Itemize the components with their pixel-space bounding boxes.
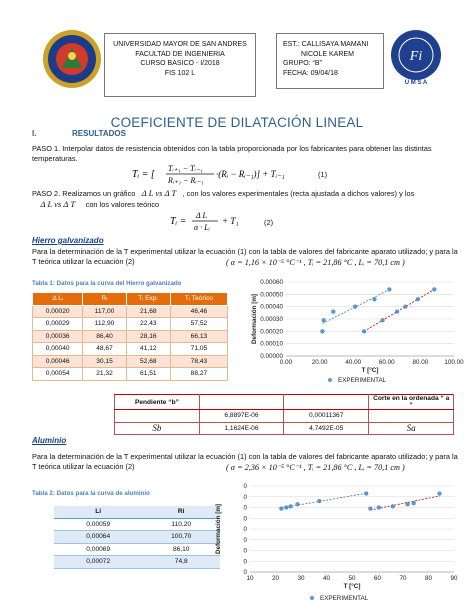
x-tick-label: 40.00 (345, 359, 362, 366)
table-cell: 52,68 (126, 355, 170, 368)
date-line: FECHA: 09/04/18 (283, 69, 338, 77)
right-logo (390, 28, 442, 90)
x-tick-label: 80 (424, 575, 433, 582)
data-point (381, 318, 385, 322)
y-tick-label: 0.00060 (260, 279, 283, 286)
results-table (114, 394, 454, 435)
table-cell: 0,00020 (33, 305, 83, 318)
table-cell: 21,32 (83, 368, 126, 381)
x-tick-label: 0.00 (279, 359, 293, 366)
chart-aluminio (215, 478, 460, 608)
intercept-header: Corte en la ordenada “ a ” (369, 395, 454, 410)
table-row (33, 368, 228, 381)
paso2-line (32, 188, 462, 199)
table-row (54, 518, 220, 531)
legend-marker (328, 378, 332, 382)
table-cell: 61,51 (126, 368, 170, 381)
equation-1-number: (1) (318, 170, 328, 179)
y-tick-label: 0 (243, 483, 247, 490)
legend-label: EXPERIMENTAL (320, 595, 369, 602)
data-point (353, 305, 357, 309)
section-label: RESULTADOS (72, 129, 126, 138)
trendline (364, 289, 434, 331)
results-header-row (115, 395, 454, 410)
col-header-tteo: Tᵢ Teórico (170, 293, 227, 306)
y-axis-title: Deformación [m] (251, 293, 258, 345)
y-tick-label: 0.00010 (260, 340, 283, 348)
data-point (321, 329, 325, 333)
equation-1 (132, 162, 312, 186)
y-tick-label: 0 (243, 526, 247, 533)
table-cell: 57,52 (170, 318, 227, 331)
hierro-params: ( α = 1,16 × 10⁻⁵ °C⁻¹ , Tᵢ = 21,86 °C , Lᵢ = 70,1 cm ) (226, 258, 405, 267)
hierro-table (32, 292, 228, 381)
y-tick-label: 0 (243, 569, 247, 576)
table-cell: 46,46 (170, 305, 227, 318)
data-point (331, 310, 335, 314)
group-line: GRUPO: “B” (283, 60, 322, 67)
table-header-row (54, 506, 220, 518)
table-cell: 117,00 (83, 305, 126, 318)
x-tick-label: 100.00 (444, 359, 464, 366)
data-point (296, 502, 300, 506)
data-point (377, 506, 381, 510)
table-cell: 0,00040 (33, 343, 83, 356)
y-tick-label: 0 (243, 558, 247, 566)
student-name-2: NICOLE KAREM (301, 50, 354, 58)
results-cell: 0,00011367 (284, 410, 369, 423)
data-point (391, 505, 395, 509)
table-cell: 0,00036 (33, 330, 83, 343)
table-cell: 78,43 (170, 355, 227, 368)
legend-marker (310, 596, 314, 600)
x-tick-label: 60 (373, 575, 382, 582)
x-tick-label: 20.00 (311, 359, 328, 366)
table-cell: 100,70 (142, 531, 220, 544)
x-axis-title: T [°C] (361, 367, 379, 374)
university-box (104, 33, 256, 97)
equation-2-number: (2) (264, 218, 274, 227)
hierro-heading: Hierro galvanizado (32, 236, 104, 245)
data-point (432, 288, 436, 292)
paso2-graph-symbol-2: Δ L vs Δ T (32, 199, 84, 209)
data-point (317, 499, 321, 503)
data-point (322, 318, 326, 322)
table-row (54, 543, 220, 556)
col-header-dl: Δ Lᵢ (33, 293, 83, 306)
table-cell: 71,05 (170, 343, 227, 356)
x-tick-label: 50 (348, 575, 356, 582)
x-tick-label: 60.00 (378, 359, 395, 366)
col-header-li: Li (54, 506, 142, 518)
data-point (403, 305, 407, 309)
table-cell: 0,00072 (54, 556, 142, 569)
section-number: I. (32, 129, 37, 138)
table1-caption: Tabla 1: Datos para la curva del Hierro galvanizado (32, 280, 182, 287)
slope-header: Pendiente “b” (115, 395, 200, 410)
aluminio-params: ( α = 2,36 × 10⁻⁵ °C⁻¹ , Tᵢ = 21,86 °C , Lᵢ = 70,1 cm ) (226, 463, 405, 472)
umsa-text: U M S A (404, 80, 428, 86)
results-cell: Sb (115, 422, 200, 435)
table-cell: 0,00046 (33, 355, 83, 368)
table-cell: 21,68 (126, 305, 170, 318)
table-row (33, 305, 228, 318)
table-cell: 48,67 (83, 343, 126, 356)
data-point (412, 501, 416, 505)
x-tick-label: 20 (271, 575, 280, 582)
results-row (115, 410, 454, 423)
col-header-ri: Ri (142, 506, 220, 518)
y-tick-label: 0 (243, 536, 247, 544)
aluminio-heading: Aluminio (32, 436, 67, 445)
aluminio-table (54, 503, 222, 569)
svg-text:+ T₁: + T₁ (222, 216, 239, 226)
col-header-r: Rᵢ (83, 293, 126, 306)
table-row (33, 318, 228, 331)
page-title: COEFICIENTE DE DILATACIÓN LINEAL (110, 115, 364, 130)
y-axis-title: Deformación [m] (215, 503, 222, 555)
results-cell: 1,1624E-06 (199, 422, 283, 435)
results-cell: 4,7492E-05 (284, 422, 369, 435)
hierro-paragraph: Para la determinación de la T experimental utilizar la ecuación (1) con la tabla de valores del fabricante aparato utilizado; y para la T teórica utilizar la ecuación (2) (32, 247, 458, 266)
svg-text:Δ L: Δ L (196, 211, 207, 220)
results-row (115, 422, 454, 435)
svg-text:Rᵢ₊₁ − Rᵢ₋₁: Rᵢ₊₁ − Rᵢ₋₁ (168, 176, 204, 185)
results-cell (369, 410, 454, 423)
table-cell: 0,00069 (54, 543, 142, 556)
x-tick-label: 40 (322, 575, 331, 582)
data-point (438, 492, 442, 496)
faculty-line: FACULTAD DE INGENIERIA (135, 50, 225, 58)
paso2-c: con los valores teórico (85, 200, 160, 209)
table-cell: 28,16 (126, 330, 170, 343)
svg-text:α · Lᵢ: α · Lᵢ (194, 223, 210, 232)
paso1-text: PASO 1. Interpolar datos de resistencia obtenidos con la tabla proporcionada por los fabricantes para obtener las distintas temperaturas. (32, 144, 432, 163)
y-tick-label: 0 (243, 504, 247, 512)
table-cell: 22,43 (126, 318, 170, 331)
data-point (289, 505, 293, 509)
svg-text:Tᵢ =: Tᵢ = (170, 216, 187, 227)
paso2-graph-symbol: Δ L vs Δ T (137, 188, 181, 198)
table-cell: 0,00054 (33, 368, 83, 381)
table-cell: 66,13 (170, 330, 227, 343)
results-cell: Sa (369, 422, 454, 435)
student-name: EST.: CALLISAYA MAMANI (283, 41, 369, 48)
svg-text:Tᵢ₊₁ − Tᵢ₋₁: Tᵢ₊₁ − Tᵢ₋₁ (168, 164, 203, 173)
data-point (279, 507, 283, 511)
table-cell: 110,20 (142, 518, 220, 531)
results-cell (115, 410, 200, 423)
table-cell: 86,10 (142, 543, 220, 556)
x-axis-title: T [°C] (343, 583, 361, 590)
y-tick-label: 0.00030 (260, 316, 283, 323)
x-tick-label: 10 (246, 575, 254, 582)
table-row (54, 531, 220, 544)
data-point (395, 310, 399, 314)
table-header-row (33, 293, 228, 306)
table2-caption: Tabla 2: Datos para la curva de aluminio (32, 490, 150, 497)
y-tick-label: 0.00050 (260, 291, 283, 299)
paso2-a: PASO 2. Realizamos un gráfico (32, 189, 136, 198)
table-row (33, 343, 228, 356)
paso2-b: , con los valores experimentales (recta ajustada a dichos valores) y los (182, 189, 415, 198)
table-cell: 0,00059 (54, 518, 142, 531)
empty-header (199, 395, 283, 410)
data-point (387, 288, 391, 292)
table-cell: 86,40 (83, 330, 126, 343)
trendline (281, 493, 366, 508)
data-point (416, 297, 420, 301)
col-header-texp: Tᵢ Exp. (126, 293, 170, 306)
legend-label: EXPERIMENTAL (338, 377, 387, 384)
subject-line: FIS 102 L (164, 69, 196, 77)
data-point (362, 329, 366, 333)
x-tick-label: 70 (399, 575, 407, 582)
svg-text:·(Rᵢ − Rᵢ₋₁)] + Tᵢ₋₁: ·(Rᵢ − Rᵢ₋₁)] + Tᵢ₋₁ (216, 169, 285, 179)
table-cell: 74,8 (142, 556, 220, 569)
x-tick-label: 90 (450, 575, 458, 582)
aluminio-paragraph: Para la determinación de la T experimental utilizar la ecuación (1) con la tabla de valores del fabricante aparato utilizado; y para la T teórica utilizar la ecuación (2) (32, 452, 458, 471)
data-point (373, 297, 377, 301)
x-tick-label: 30 (297, 575, 305, 582)
y-tick-label: 0.00020 (260, 328, 283, 336)
data-point (406, 502, 410, 506)
left-logo (42, 28, 102, 90)
data-point (284, 506, 288, 510)
student-box (276, 33, 384, 89)
y-tick-label: 0.00040 (260, 303, 283, 311)
course-line: CURSO BASICO - I/2018 (140, 60, 220, 67)
equation-2 (170, 208, 260, 234)
table-cell: 41,12 (126, 343, 170, 356)
svg-text:Tᵢ = [: Tᵢ = [ (132, 169, 155, 180)
x-tick-label: 80.00 (412, 359, 429, 366)
data-point (364, 492, 368, 496)
y-tick-label: 0 (243, 547, 247, 555)
paso2-line2 (32, 199, 159, 210)
empty-header-2 (284, 395, 369, 410)
svg-text:Fi: Fi (409, 49, 423, 64)
y-tick-label: 0 (243, 515, 247, 523)
chart-hierro (232, 276, 464, 388)
university-line: UNIVERSIDAD MAYOR DE SAN ANDRES (113, 41, 247, 48)
table-row (33, 330, 228, 343)
table-row (54, 556, 220, 569)
table-row (33, 355, 228, 368)
data-point (368, 507, 372, 511)
table-cell: 0,00064 (54, 531, 142, 544)
table-cell: 0,00029 (33, 318, 83, 331)
results-cell: 6,8897E-06 (199, 410, 283, 423)
y-tick-label: 0.00000 (260, 353, 283, 360)
table-cell: 88,27 (170, 368, 227, 381)
y-tick-label: 0 (243, 493, 247, 501)
table-cell: 30,15 (83, 355, 126, 368)
table-cell: 112,90 (83, 318, 126, 331)
